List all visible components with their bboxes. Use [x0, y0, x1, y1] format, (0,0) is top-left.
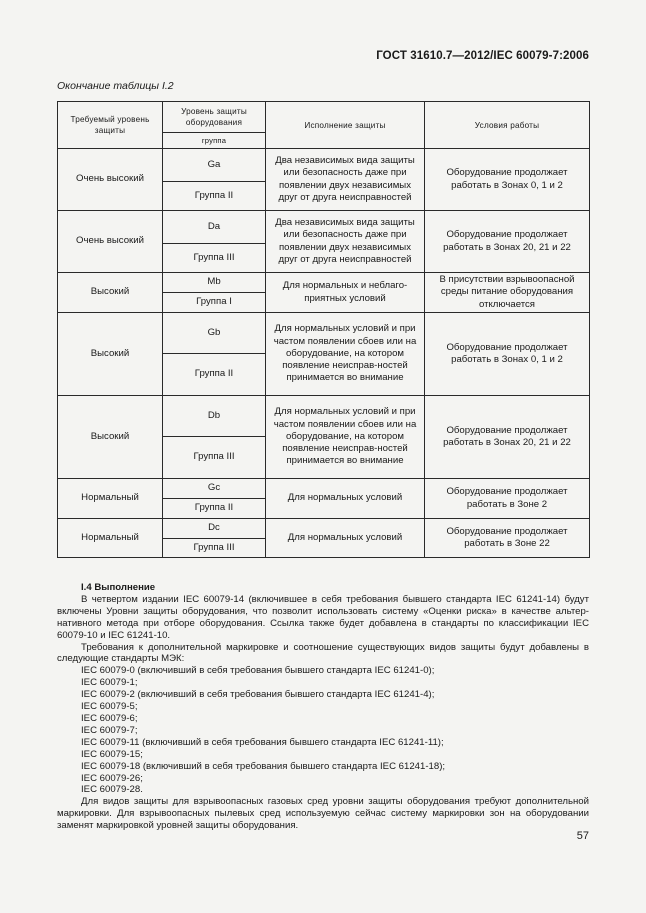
header-protection: Исполнение защиты — [266, 102, 425, 149]
cell-required-level: Нормальный — [58, 479, 163, 519]
cell-epl: Mb — [163, 273, 266, 293]
page-number: 57 — [576, 830, 589, 842]
cell-required-level: Высокий — [58, 396, 163, 479]
cell-required-level: Очень высокий — [58, 211, 163, 273]
table-row — [58, 149, 590, 182]
cell-required-level: Нормальный — [58, 519, 163, 558]
table-row — [58, 313, 590, 354]
list-item: IEC 60079-26; — [81, 772, 143, 784]
cell-conditions: Оборудование продолжает работать в Зоне 2 — [425, 479, 590, 519]
paragraph-1: В четвертом издании IEC 60079-14 (включившее в себя требования бывшего стандарта IEC 61241-14) будут включены Уровни защиты оборудования, что позволит использовать систему «Оценки риска» в качестве альтер-нативного метода при отборе оборудования. Ссылка также будет добавлена в стандарты по классификации IEC 60079-10 и IEC 61241-10. — [57, 593, 589, 641]
list-item: IEC 60079-2 (включивший в себя требования бывшего стандарта IEC 61241-4); — [81, 689, 435, 701]
cell-epl: Db — [163, 396, 266, 437]
table-caption: Окончание таблицы I.2 — [57, 80, 174, 92]
paragraph-2: Требования к дополнительной маркировке и соотношение существующих видов защиты будут добавлены в следующие стандарты МЭК: — [57, 641, 589, 665]
standards-list — [57, 665, 589, 796]
cell-conditions: Оборудование продолжает работать в Зоне 22 — [425, 519, 590, 558]
cell-protection: Два независимых вида защиты или безопасность даже при появлении двух независимых друг от друга неисправностей — [266, 149, 425, 211]
cell-protection: Два независимых вида защиты или безопасность даже при появлении двух независимых друг от друга неисправностей — [266, 211, 425, 273]
list-item: IEC 60079-11 (включивший в себя требования бывшего стандарта IEC 61241-11); — [81, 736, 444, 748]
cell-conditions: Оборудование продолжает работать в Зонах 0, 1 и 2 — [425, 313, 590, 396]
protection-levels-table — [57, 101, 590, 558]
table-row — [58, 396, 590, 437]
cell-required-level: Высокий — [58, 273, 163, 313]
cell-group: Группа I — [163, 293, 266, 313]
list-item: IEC 60079-28. — [81, 784, 143, 796]
cell-conditions: Оборудование продолжает работать в Зонах 20, 21 и 22 — [425, 211, 590, 273]
cell-conditions: Оборудование продолжает работать в Зонах 20, 21 и 22 — [425, 396, 590, 479]
list-item: IEC 60079-18 (включивший в себя требования бывшего стандарта IEC 61241-18); — [81, 760, 446, 772]
cell-required-level: Очень высокий — [58, 149, 163, 211]
cell-group: Группа III — [163, 437, 266, 479]
list-item: IEC 60079-6; — [81, 712, 138, 724]
document-header: ГОСТ 31610.7—2012/IEC 60079-7:2006 — [376, 50, 589, 62]
section-body — [57, 582, 589, 832]
cell-protection: Для нормальных условий и при частом появлении сбоев или на оборудование, на котором появление неисправ-ностей принимается во внимание — [266, 396, 425, 479]
cell-group: Группа II — [163, 182, 266, 211]
cell-protection: Для нормальных условий и при частом появлении сбоев или на оборудование, на котором появление неисправ-ностей принимается во внимание — [266, 313, 425, 396]
list-item: IEC 60079-1; — [81, 677, 138, 689]
cell-protection: Для нормальных и неблаго-приятных условий — [266, 273, 425, 313]
cell-group: Группа III — [163, 244, 266, 273]
list-item: IEC 60079-7; — [81, 724, 138, 736]
header-conditions: Условия работы — [425, 102, 590, 149]
cell-epl: Da — [163, 211, 266, 244]
paragraph-3: Для видов защиты для взрывоопасных газовых сред уровни защиты оборудования требуют дополнительной маркировки. Для взрывоопасных пылевых сред используемую сейчас систему маркировки зон на оборудовании заменят маркировкой уровней защиты оборудования. — [57, 796, 589, 832]
list-item: IEC 60079-5; — [81, 701, 138, 713]
cell-epl: Gc — [163, 479, 266, 499]
section-title: I.4 Выполнение — [81, 582, 156, 593]
table-row — [58, 273, 590, 293]
cell-required-level: Высокий — [58, 313, 163, 396]
cell-conditions: В присутствии взрывоопасной среды питание оборудования отключается — [425, 273, 590, 313]
cell-conditions: Оборудование продолжает работать в Зонах 0, 1 и 2 — [425, 149, 590, 211]
cell-group: Группа II — [163, 354, 266, 396]
cell-group: Группа III — [163, 539, 266, 558]
cell-protection: Для нормальных условий — [266, 479, 425, 519]
header-equipment-level: Уровень защиты оборудования — [163, 102, 266, 133]
cell-protection: Для нормальных условий — [266, 519, 425, 558]
cell-epl: Ga — [163, 149, 266, 182]
cell-epl: Gb — [163, 313, 266, 354]
header-required-level: Требуемый уровень защиты — [58, 102, 163, 149]
table-row — [58, 211, 590, 244]
cell-group: Группа II — [163, 499, 266, 519]
list-item: IEC 60079-15; — [81, 748, 143, 760]
header-group: группа — [163, 133, 266, 149]
list-item: IEC 60079-0 (включивший в себя требования бывшего стандарта IEC 61241-0); — [81, 665, 435, 677]
table-row — [58, 479, 590, 499]
cell-epl: Dc — [163, 519, 266, 539]
table-row — [58, 519, 590, 539]
